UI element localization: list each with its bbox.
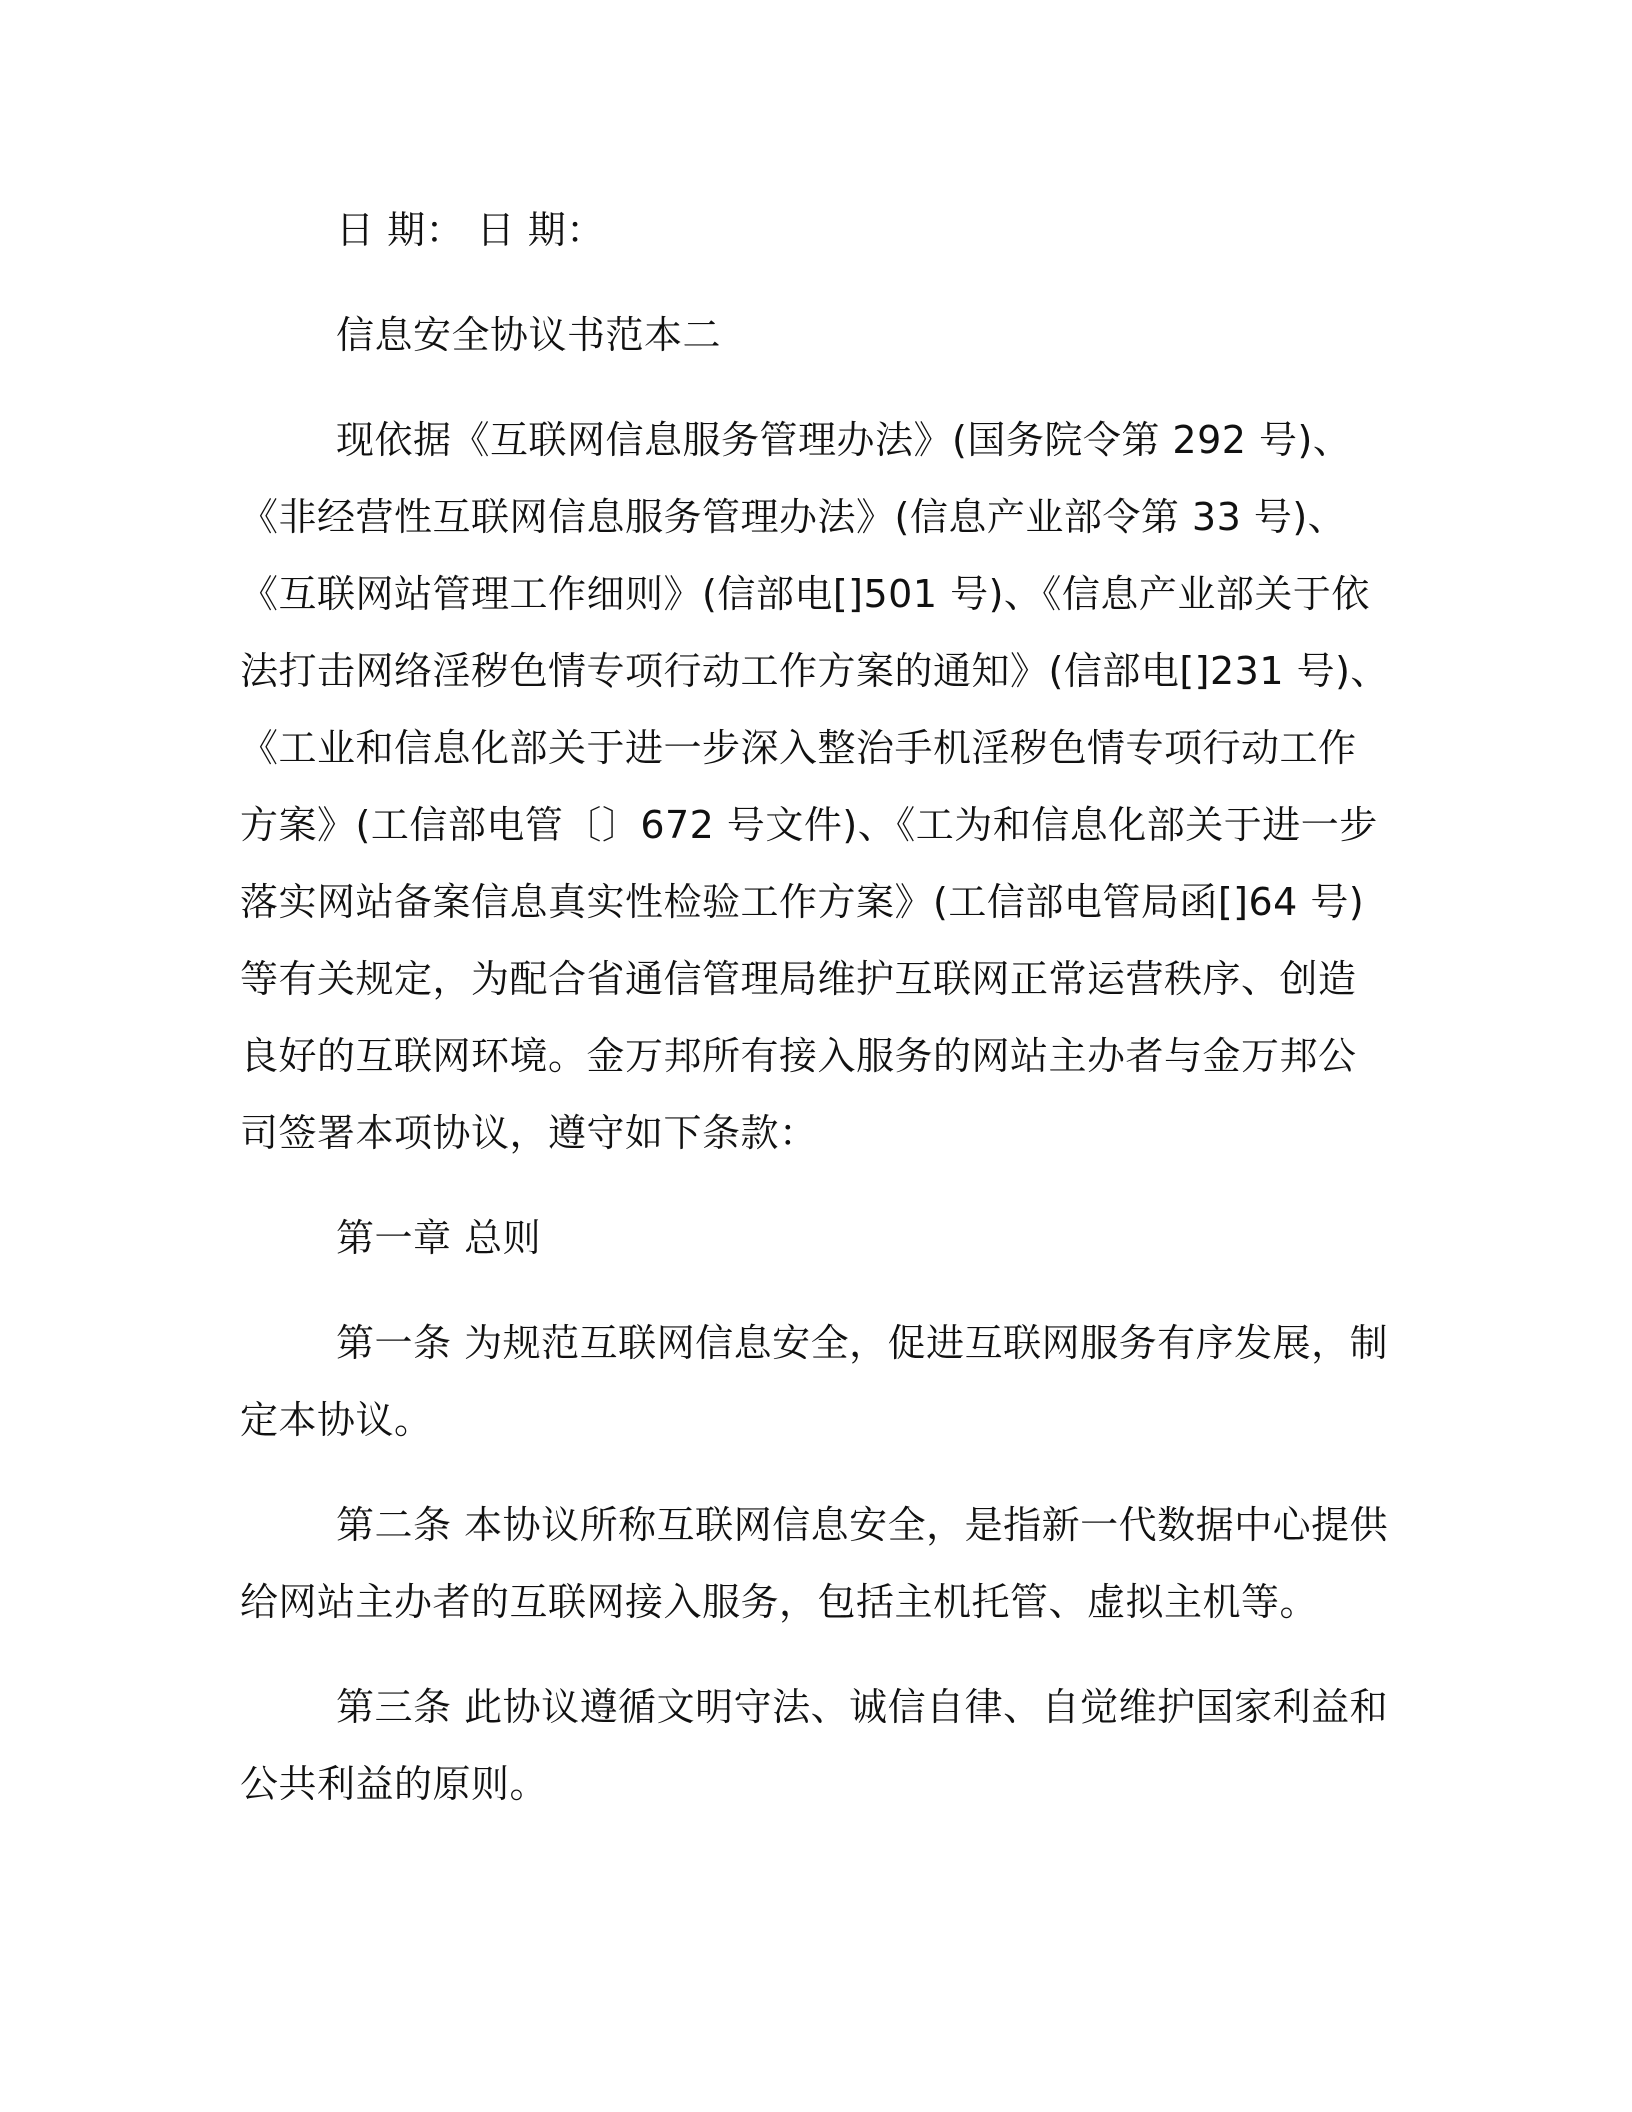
article-3: 第三条 此协议遵循文明守法、诚信自律、自觉维护国家利益和公共利益的原则。 — [240, 1685, 1389, 1806]
document-heading: 信息安全协议书范本二 — [336, 313, 722, 357]
chapter-title: 第一章 总则 — [336, 1216, 542, 1260]
intro-paragraph: 现依据《互联网信息服务管理办法》(国务院令第 292 号)、《非经营性互联网信息服务管理办法》(信息产业部令第 33 号)、《互联网站管理工作细则》(信部电[]501 号)、《信息产业部关于依法打击网络淫秽色情专项行动工作方案的通知》(信部电[]231 号)、《工业和信息化部关于进一步深入整治手机淫秽色情专项行动工作方案》(工信部电管〔〕672 号文件)、《工为和信息化部关于进一步落实网站备案信息真实性检验工作方案》(工信部电管局函[]64 号)等有关规定，为配合省通信管理局维护互联网正常运营秩序、创造良好的互联网环境。金万邦所有接入服务的网站主办者与金万邦公司签署本项协议，遵守如下条款： — [240, 418, 1389, 1155]
date-line: 日 期： 日 期： — [336, 208, 605, 252]
document-body — [240, 192, 1390, 1851]
article-2: 第二条 本协议所称互联网信息安全，是指新一代数据中心提供给网站主办者的互联网接入服务，包括主机托管、虚拟主机等。 — [240, 1503, 1389, 1624]
article-1: 第一条 为规范互联网信息安全，促进互联网服务有序发展，制定本协议。 — [240, 1321, 1389, 1442]
